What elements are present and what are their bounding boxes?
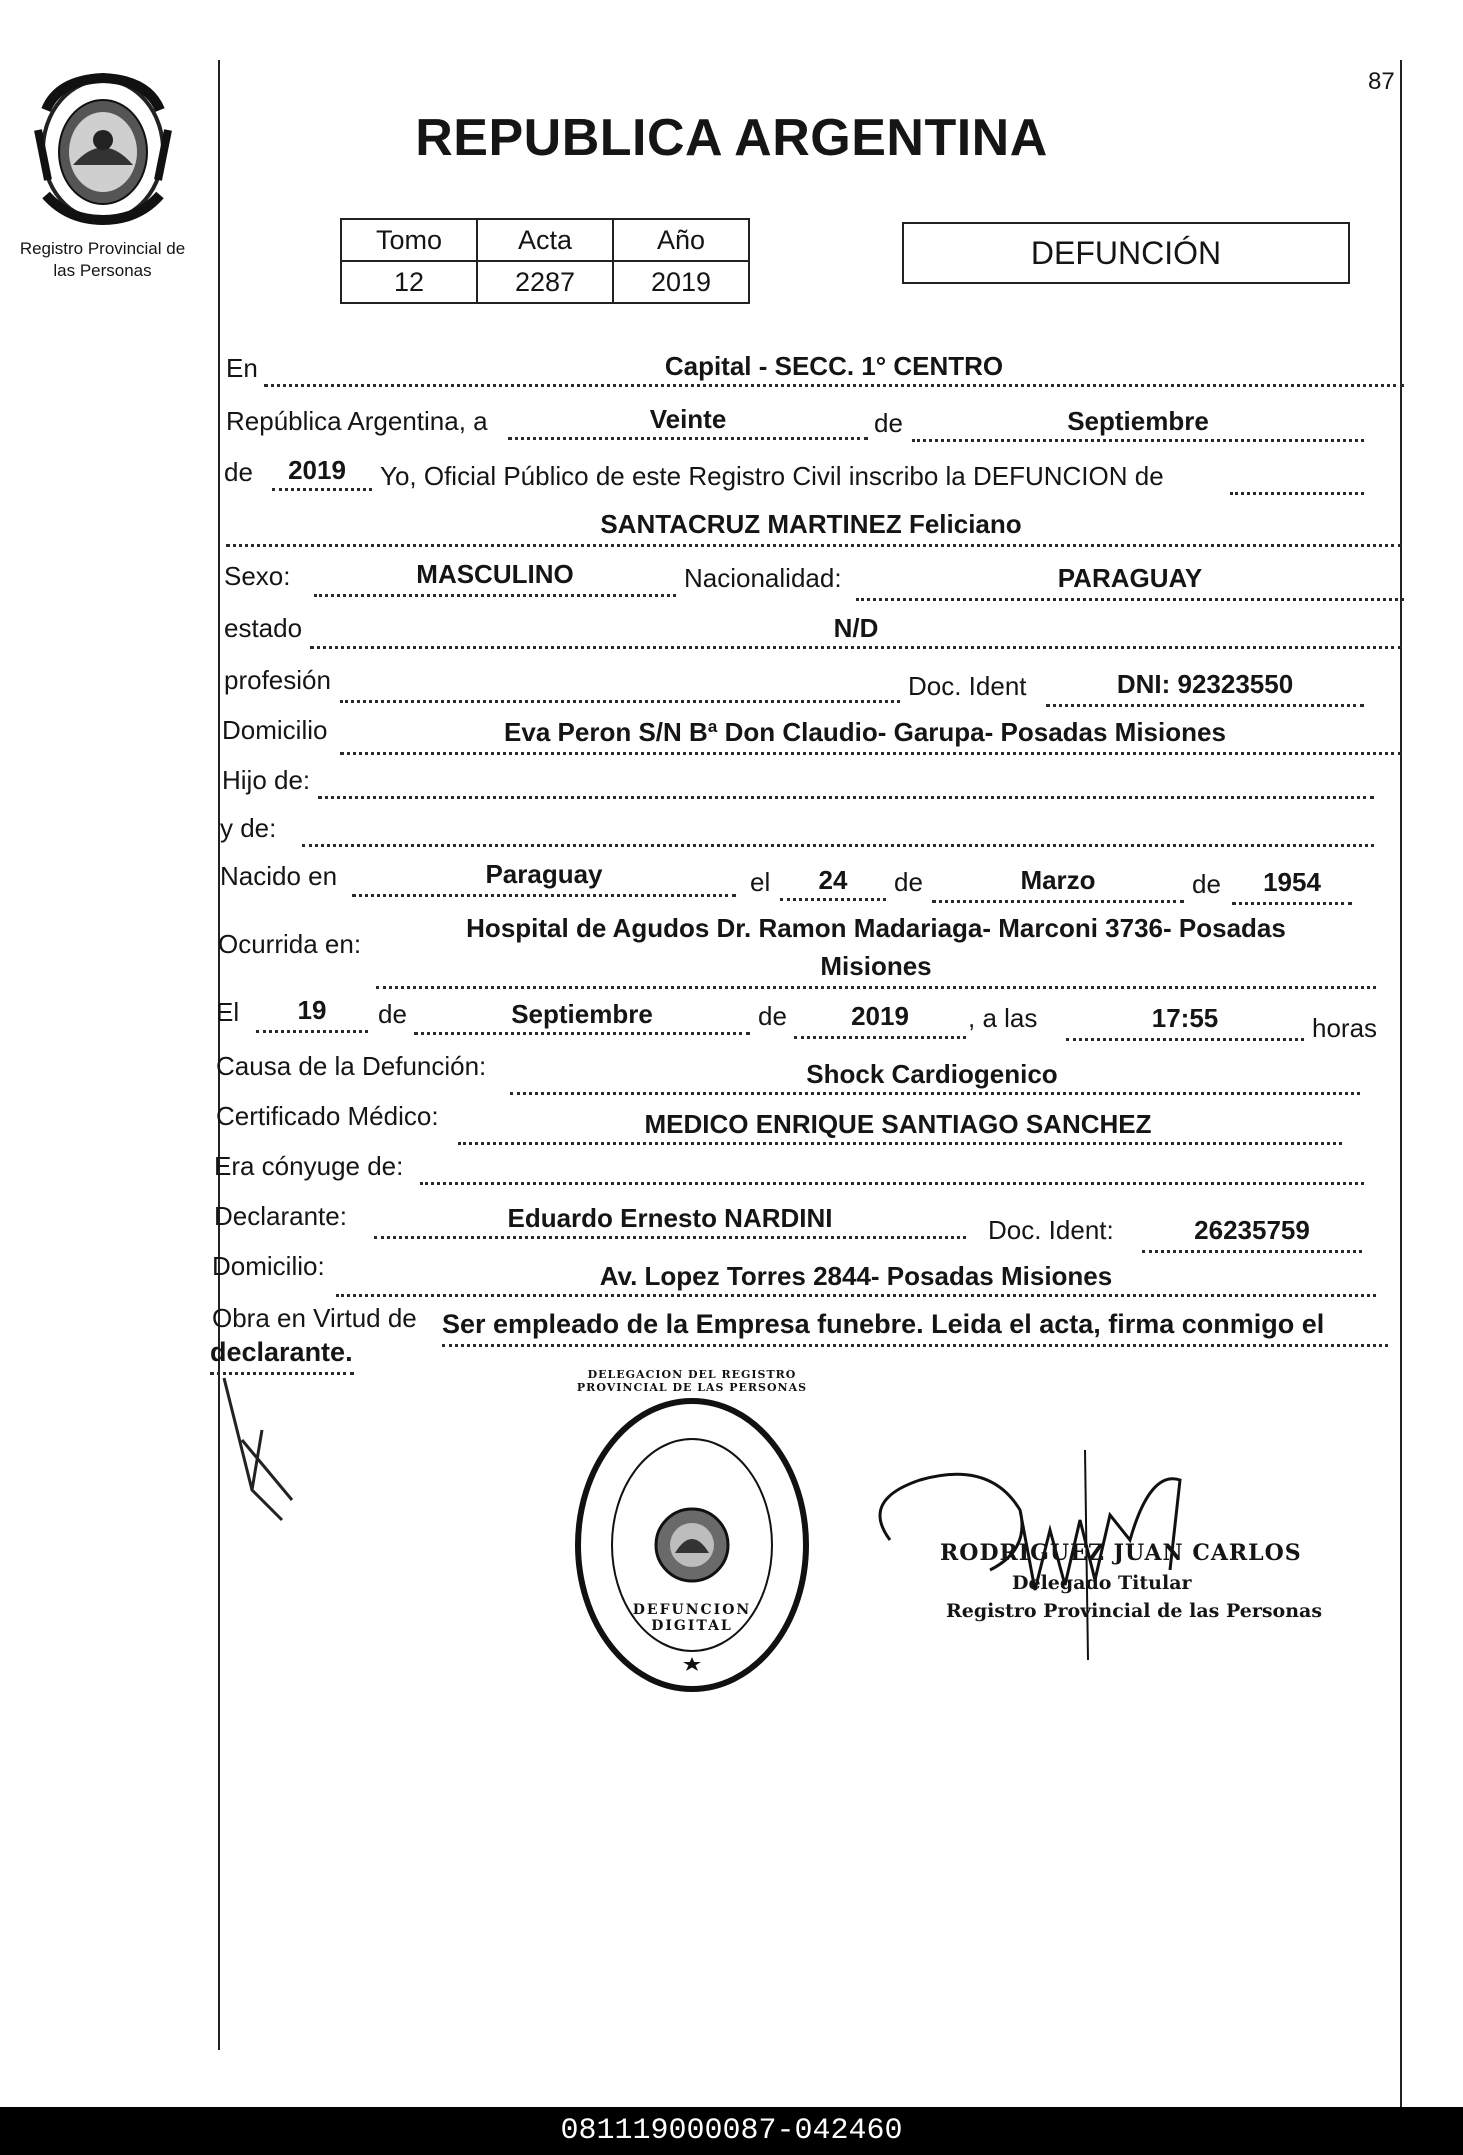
sexo-label: Sexo:	[224, 561, 291, 591]
en-dots	[264, 384, 1404, 387]
fall-mes-value: Septiembre	[511, 999, 653, 1029]
acta-header: Acta	[477, 219, 613, 261]
fall-de2-label: de	[758, 1001, 787, 1031]
hora-value: 17:55	[1151, 1003, 1219, 1033]
en-label: En	[226, 353, 258, 383]
causa-value: Shock Cardiogenico	[806, 1059, 1058, 1089]
de2-label: de	[224, 457, 253, 487]
obra-label: Obra en Virtud de	[212, 1303, 417, 1333]
nac-de1-label: de	[894, 867, 923, 897]
causa-dots	[510, 1092, 1360, 1095]
hijo-label: Hijo de:	[222, 765, 311, 795]
acta-value: 2287	[477, 261, 613, 303]
nombre-value: SANTACRUZ MARTINEZ Feliciano	[600, 509, 1022, 539]
sexo-value: MASCULINO	[416, 559, 574, 589]
crest-caption	[0, 238, 205, 282]
nacido-value: Paraguay	[485, 859, 603, 889]
estado-dots	[310, 646, 1402, 649]
obra-dots	[442, 1344, 1388, 1347]
hora-dots	[1066, 1038, 1304, 1041]
de1-label: de	[874, 408, 903, 438]
oficial-dots	[1230, 492, 1364, 495]
nac-dia-dots	[780, 898, 886, 901]
nacido-dots	[352, 894, 736, 897]
ocurrida-dots	[376, 986, 1376, 989]
mes-value: Septiembre	[1067, 406, 1209, 436]
domicilio-dots	[340, 752, 1402, 755]
fall-anio-value: 2019	[851, 1001, 909, 1031]
doc-ident-label: Doc. Ident	[908, 671, 1027, 701]
nac-anio-value: 1954	[1263, 867, 1321, 897]
reference-table	[340, 218, 750, 304]
horas-label: horas	[1312, 1013, 1378, 1043]
signer-role: Delegado Titular	[1012, 1572, 1192, 1594]
fall-de1-label: de	[378, 999, 407, 1029]
crest-caption-line2: las Personas	[53, 261, 152, 280]
reference-header-row	[341, 219, 749, 261]
ocurrida-value-line2: Misiones	[820, 951, 932, 981]
certificado-dots	[458, 1142, 1342, 1145]
tomo-header: Tomo	[341, 219, 477, 261]
dia-value: Veinte	[649, 404, 727, 434]
nac-anio-dots	[1232, 902, 1352, 905]
doc-ident-value: DNI: 92323550	[1116, 669, 1294, 699]
crest-caption-line1: Registro Provincial de	[19, 239, 186, 258]
signer-office: Registro Provincial de las Personas	[946, 1600, 1323, 1622]
decl-domicilio-label: Domicilio:	[212, 1251, 325, 1281]
decl-domicilio-dots	[336, 1294, 1376, 1297]
seal-inner-text: DEFUNCION DIGITAL	[632, 1602, 752, 1634]
conyuge-dots	[420, 1182, 1364, 1185]
profesion-dots	[340, 700, 900, 703]
declarante-value: Eduardo Ernesto NARDINI	[507, 1203, 833, 1233]
nac-mes-value: Marzo	[1020, 865, 1096, 895]
alas-label: , a las	[968, 1003, 1038, 1033]
estado-value: N/D	[833, 613, 879, 643]
obra-value-line2: declarante.	[210, 1337, 353, 1367]
tomo-value: 12	[341, 261, 477, 303]
page-title: REPUBLICA ARGENTINA	[415, 109, 1048, 167]
nacionalidad-value: PARAGUAY	[1057, 563, 1203, 593]
ocurrida-label: Ocurrida en:	[218, 929, 362, 959]
fall-mes-dots	[414, 1032, 750, 1035]
anio-inscripcion-value: 2019	[288, 455, 346, 485]
conyuge-label: Era cónyuge de:	[214, 1151, 404, 1181]
decl-doc-dots	[1142, 1250, 1362, 1253]
declarante-dots	[374, 1236, 966, 1239]
nac-de2-label: de	[1192, 869, 1221, 899]
nac-dia-value: 24	[818, 865, 848, 895]
nacionalidad-label: Nacionalidad:	[684, 563, 842, 593]
oficial-text: Yo, Oficial Público de este Registro Civil inscribo la DEFUNCION de	[380, 461, 1164, 491]
doc-ident-dots	[1046, 704, 1364, 707]
mes-dots	[912, 439, 1364, 442]
dia-dots	[508, 437, 868, 440]
sexo-dots	[314, 594, 676, 597]
anio-dots	[272, 488, 372, 491]
domicilio-label: Domicilio	[222, 715, 328, 745]
nac-mes-dots	[932, 900, 1184, 903]
decl-doc-value: 26235759	[1194, 1215, 1310, 1245]
domicilio-value: Eva Peron S/N Bª Don Claudio- Garupa- Posadas Misiones	[504, 717, 1226, 747]
nombre-dots	[226, 544, 1402, 547]
seal-outer-text: DELEGACION DEL REGISTRO PROVINCIAL DE LAS PERSONAS	[576, 1368, 808, 1394]
fall-anio-dots	[794, 1036, 966, 1039]
yde-label: y de:	[220, 813, 277, 843]
en-value: Capital - SECC. 1° CENTRO	[664, 351, 1004, 381]
el2-label: El	[216, 997, 240, 1027]
hijo-dots	[318, 796, 1374, 799]
decl-doc-label: Doc. Ident:	[988, 1215, 1114, 1245]
reference-value-row	[341, 261, 749, 303]
document-type-box: DEFUNCIÓN	[902, 222, 1350, 284]
nacionalidad-dots	[856, 598, 1404, 601]
page-number: 87	[1368, 68, 1395, 95]
yde-dots	[302, 844, 1374, 847]
certificado-value: MEDICO ENRIQUE SANTIAGO SANCHEZ	[644, 1109, 1152, 1139]
decl-domicilio-value: Av. Lopez Torres 2844- Posadas Misiones	[599, 1261, 1113, 1291]
profesion-label: profesión	[224, 665, 331, 695]
obra-value-line1: Ser empleado de la Empresa funebre. Leida el acta, firma conmigo el	[442, 1309, 1325, 1339]
fall-dia-value: 19	[297, 995, 327, 1025]
republica-label: República Argentina, a	[226, 406, 488, 436]
certificado-label: Certificado Médico:	[216, 1101, 439, 1131]
causa-label: Causa de la Defunción:	[216, 1051, 487, 1081]
official-seal-stamp	[572, 1395, 812, 1695]
fall-dia-dots	[256, 1030, 368, 1033]
handwritten-mark	[212, 1370, 302, 1530]
el-label: el	[750, 867, 771, 897]
anio-value: 2019	[613, 261, 749, 303]
estado-label: estado	[224, 613, 303, 643]
anio-header: Año	[613, 219, 749, 261]
ocurrida-value-line1: Hospital de Agudos Dr. Ramon Madariaga- Marconi 3736- Posadas	[466, 913, 1286, 943]
nacido-label: Nacido en	[220, 861, 338, 891]
footer-document-code: 081119000087-042460	[0, 2107, 1463, 2155]
declarante-label: Declarante:	[214, 1201, 347, 1231]
signer-name: RODRIGUEZ JUAN CARLOS	[940, 1540, 1302, 1566]
